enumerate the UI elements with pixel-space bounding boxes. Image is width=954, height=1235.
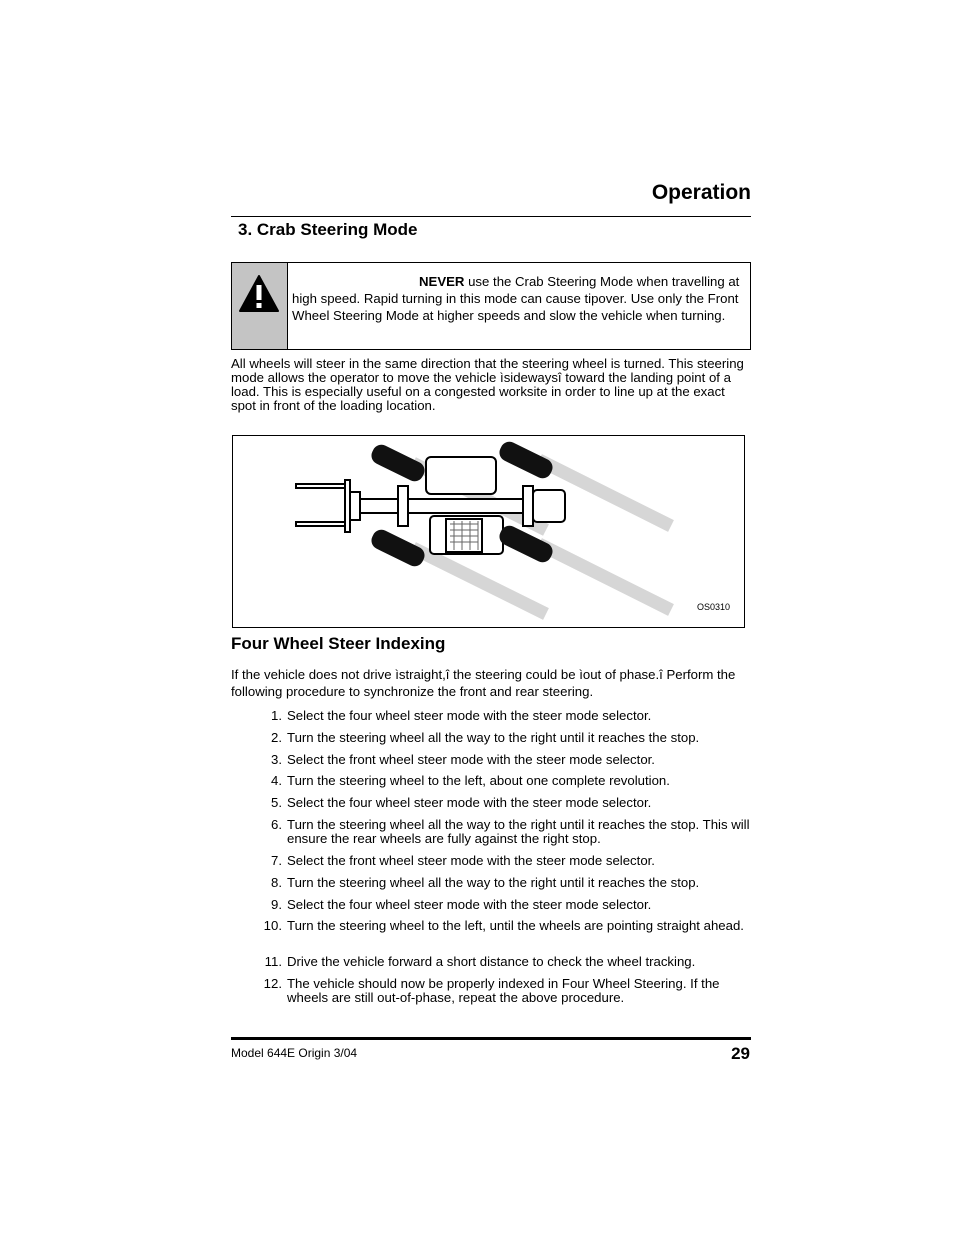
- step-text: Turn the steering wheel all the way to the right until it reaches the stop.: [287, 875, 700, 890]
- step-number: 1.: [271, 708, 282, 723]
- step-text: Select the front wheel steer mode with the steer mode selector.: [287, 752, 655, 767]
- step-number: 7.: [271, 853, 282, 868]
- step-number: 11.: [264, 954, 282, 969]
- crab-steering-description: All wheels will steer in the same direction that the steering wheel is turned. This steering mode allows the operator to move the vehicle ìsidewaysî toward the landing point of a load. This is especially useful on a congested worksite in order to line up at the exact spot in front of the loading location.: [231, 356, 744, 413]
- step-number: 4.: [271, 773, 282, 788]
- crab-steering-figure: [232, 435, 745, 628]
- warning-text: [292, 273, 744, 324]
- step-text: Turn the steering wheel all the way to the right until it reaches the stop. This will ensure the rear wheels are fully against the right stop.: [287, 817, 750, 846]
- footer-divider: [231, 1037, 751, 1040]
- step-number: 2.: [271, 730, 282, 745]
- crab-steering-heading: 3. Crab Steering Mode: [238, 220, 418, 239]
- step-text: The vehicle should now be properly indexed in Four Wheel Steering. If the wheels are still out-of-phase, repeat the above procedure.: [287, 976, 720, 1005]
- step-text: Turn the steering wheel all the way to the right until it reaches the stop.: [287, 730, 700, 745]
- four-wheel-steer-indexing-heading: Four Wheel Steer Indexing: [231, 634, 446, 653]
- step-number: 3.: [271, 752, 282, 767]
- warning-message: use the Crab Steering Mode when travelling at high speed. Rapid turning in this mode can cause tipover. Use only the Front Wheel Steering Mode at higher speeds and slow the vehicle when turning.: [292, 274, 740, 323]
- warning-icon-cell: [232, 263, 288, 349]
- step-number: 8.: [271, 875, 282, 890]
- step-text: Select the four wheel steer mode with the steer mode selector.: [287, 897, 652, 912]
- step-number: 5.: [271, 795, 282, 810]
- step-text: Select the four wheel steer mode with the steer mode selector.: [287, 708, 652, 723]
- section-title: Operation: [651, 181, 751, 204]
- warning-box: [231, 262, 751, 350]
- indexing-description: If the vehicle does not drive ìstraight,î the steering could be ìout of phase.î Perform the following procedure to synchronize the front and rear steering.: [231, 667, 736, 699]
- step-text: Select the four wheel steer mode with the steer mode selector.: [287, 795, 652, 810]
- step-text: Drive the vehicle forward a short distance to check the wheel tracking.: [287, 954, 696, 969]
- page-number: 29: [731, 1044, 750, 1063]
- step-number: 12.: [263, 976, 282, 991]
- figure-label: OS0310: [696, 602, 730, 612]
- step-text: Turn the steering wheel to the left, until the wheels are pointing straight ahead.: [287, 918, 744, 933]
- warning-strong: NEVER: [419, 274, 465, 289]
- warning-exclamation-icon: [238, 273, 280, 315]
- step-number: 6.: [271, 817, 282, 832]
- header-divider: [231, 216, 751, 217]
- crab-steering-illustration: [233, 436, 744, 627]
- step-number: 10.: [263, 918, 282, 933]
- step-text: Select the front wheel steer mode with the steer mode selector.: [287, 853, 655, 868]
- step-number: 9.: [271, 897, 282, 912]
- step-text: Turn the steering wheel to the left, about one complete revolution.: [287, 773, 670, 788]
- footer-model-info: Model 644E Origin 3/04: [231, 1046, 358, 1060]
